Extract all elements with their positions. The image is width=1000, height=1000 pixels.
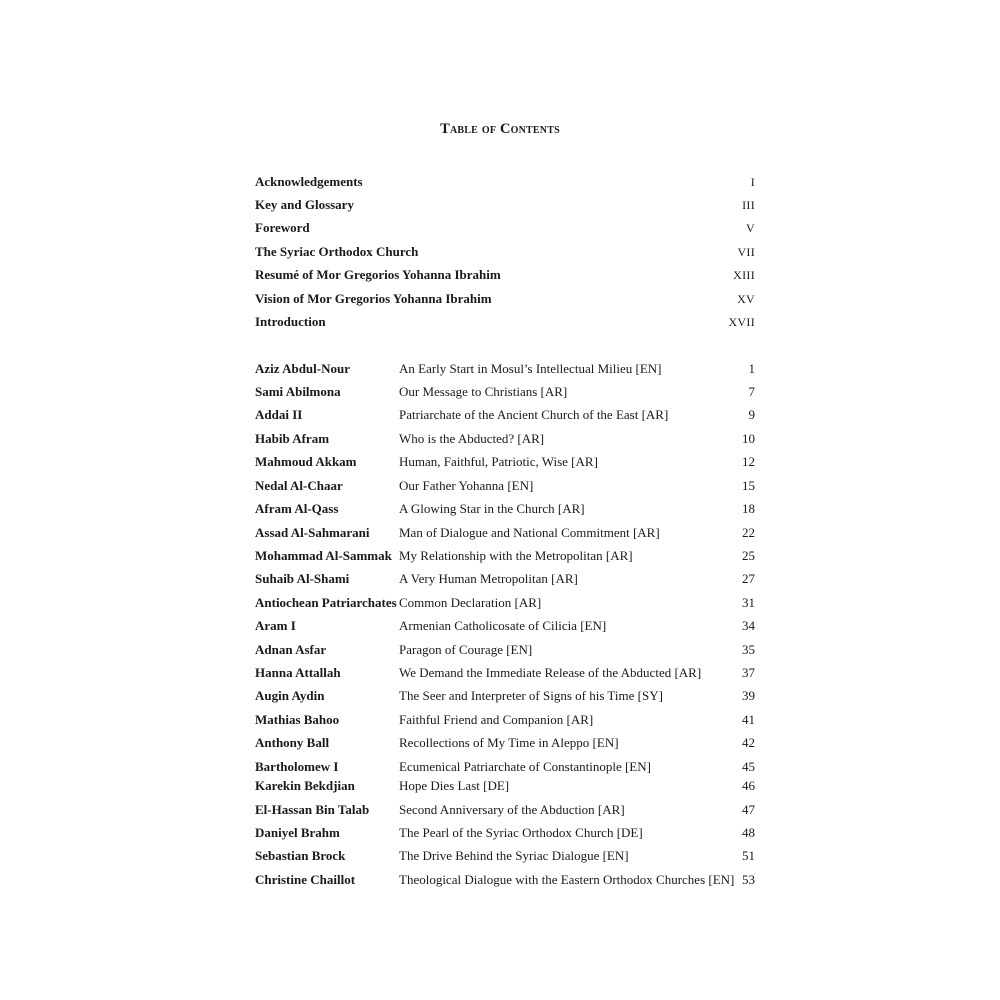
- toc-front-page: I: [750, 175, 755, 189]
- toc-entry-title: Who is the Abducted? [AR]: [399, 431, 545, 446]
- toc-entry-row: [255, 616, 755, 636]
- toc-entry-page: 53: [742, 872, 755, 887]
- toc-entry-author: Addai II: [255, 407, 303, 422]
- toc-entry-page: 39: [742, 688, 755, 703]
- toc-entry-row: [255, 870, 755, 890]
- toc-entry-row: [255, 733, 755, 753]
- toc-entry-row: [255, 686, 755, 706]
- toc-entry-author: Hanna Attallah: [255, 665, 341, 680]
- toc-entry-author: Suhaib Al-Shami: [255, 571, 350, 586]
- toc-entry-page: 42: [742, 735, 755, 750]
- toc-entry-title: A Very Human Metropolitan [AR]: [399, 571, 578, 586]
- toc-entry-page: 7: [748, 384, 755, 399]
- toc-front-row: [255, 218, 755, 238]
- toc-entry-row: [255, 640, 755, 660]
- toc-entry-page: 34: [742, 618, 755, 633]
- toc-entry-author: Antiochean Patriarchates: [255, 595, 397, 610]
- toc-entry-row: [255, 546, 755, 566]
- toc-entry-row: [255, 523, 755, 543]
- toc-entry-page: 27: [742, 571, 755, 586]
- toc-entry-title: Hope Dies Last [DE]: [399, 778, 510, 793]
- toc-front-row: [255, 242, 755, 262]
- toc-front-label: Vision of Mor Gregorios Yohanna Ibrahim: [255, 291, 492, 306]
- toc-entry-author: Sebastian Brock: [255, 848, 346, 863]
- toc-entry-author: Sami Abilmona: [255, 384, 341, 399]
- toc-front-label: Introduction: [255, 314, 326, 329]
- toc-entry-page: 37: [742, 665, 755, 680]
- toc-entry-row: [255, 710, 755, 730]
- toc-front-label: Resumé of Mor Gregorios Yohanna Ibrahim: [255, 267, 501, 282]
- toc-entry-author: Mathias Bahoo: [255, 712, 340, 727]
- toc-entry-author: Adnan Asfar: [255, 642, 327, 657]
- toc-entry-author: Christine Chaillot: [255, 872, 356, 887]
- toc-entry-author: Mahmoud Akkam: [255, 454, 357, 469]
- page-title: Table of Contents: [440, 121, 560, 137]
- toc-front-row: [255, 265, 755, 285]
- toc-entry-row: [255, 569, 755, 589]
- toc-front-page: VII: [737, 245, 755, 259]
- toc-entry-page: 45: [742, 759, 755, 774]
- toc-front-row: [255, 312, 755, 332]
- toc-entry-row: [255, 405, 755, 425]
- toc-front-page: XVII: [728, 315, 755, 329]
- toc-entry-row: [255, 846, 755, 866]
- toc-front-page: III: [742, 198, 755, 212]
- toc-entry-page: 25: [742, 548, 755, 563]
- toc-entry-title: Recollections of My Time in Aleppo [EN]: [399, 735, 619, 750]
- toc-entry-row: [255, 476, 755, 496]
- toc-entry-author: Afram Al-Qass: [255, 501, 339, 516]
- toc-entry-title: Faithful Friend and Companion [AR]: [399, 712, 594, 727]
- toc-front-row: [255, 172, 755, 192]
- toc-entry-title: Armenian Catholicosate of Cilicia [EN]: [399, 618, 607, 633]
- toc-entry-row: [255, 452, 755, 472]
- toc-entry-page: 1: [748, 361, 755, 376]
- toc-entry-title: The Seer and Interpreter of Signs of his Time [SY]: [399, 688, 663, 703]
- toc-entry-page: 10: [742, 431, 755, 446]
- toc-entry-author: Daniyel Brahm: [255, 825, 340, 840]
- toc-entry-author: Aram I: [255, 618, 296, 633]
- toc-entry-page: 46: [742, 778, 755, 793]
- toc-entry-author: El-Hassan Bin Talab: [255, 802, 370, 817]
- toc-entry-author: Nedal Al-Chaar: [255, 478, 343, 493]
- toc-entry-row: [255, 823, 755, 843]
- toc-entry-row: [255, 359, 755, 379]
- toc-entry-row: [255, 757, 755, 777]
- toc-entry-row: [255, 499, 755, 519]
- toc-entry-author: Augin Aydin: [255, 688, 325, 703]
- toc-entry-author: Habib Afram: [255, 431, 330, 446]
- toc-entry-page: 47: [742, 802, 755, 817]
- toc-entry-row: [255, 663, 755, 683]
- toc-entry-title: Our Father Yohanna [EN]: [399, 478, 534, 493]
- toc-entry-title: Man of Dialogue and National Commitment [AR]: [399, 525, 660, 540]
- toc-front-label: The Syriac Orthodox Church: [255, 244, 419, 259]
- toc-entry-row: [255, 800, 755, 820]
- toc-entry-page: 12: [742, 454, 755, 469]
- toc-entry-author: Assad Al-Sahmarani: [255, 525, 370, 540]
- toc-entry-page: 9: [748, 407, 755, 422]
- toc-entry-title: The Drive Behind the Syriac Dialogue [EN]: [399, 848, 629, 863]
- toc-entry-title: Second Anniversary of the Abduction [AR]: [399, 802, 625, 817]
- toc-entry-page: 15: [742, 478, 755, 493]
- toc-entry-title: Paragon of Courage [EN]: [399, 642, 533, 657]
- toc-entry-author: Anthony Ball: [255, 735, 330, 750]
- toc-entry-page: 18: [742, 501, 755, 516]
- toc-entry-title: A Glowing Star in the Church [AR]: [399, 501, 585, 516]
- toc-entry-page: 22: [742, 525, 755, 540]
- toc-entry-row: [255, 776, 755, 796]
- toc-front-page: XIII: [733, 268, 755, 282]
- toc-entry-title: Common Declaration [AR]: [399, 595, 542, 610]
- toc-entry-row: [255, 429, 755, 449]
- toc-entry-title: My Relationship with the Metropolitan [AR]: [399, 548, 633, 563]
- toc-entry-title: Patriarchate of the Ancient Church of the East [AR]: [399, 407, 669, 422]
- toc-entry-author: Mohammad Al-Sammak: [255, 548, 392, 563]
- toc-entry-page: 41: [742, 712, 755, 727]
- toc-entry-author: Aziz Abdul-Nour: [255, 361, 350, 376]
- toc-entry-title: Theological Dialogue with the Eastern Orthodox Churches [EN]: [399, 872, 735, 887]
- toc-front-label: Foreword: [255, 220, 310, 235]
- toc-entry-page: 35: [742, 642, 755, 657]
- toc-entry-title: Ecumenical Patriarchate of Constantinople [EN]: [399, 759, 651, 774]
- toc-entry-page: 31: [742, 595, 755, 610]
- toc-front-label: Key and Glossary: [255, 197, 354, 212]
- toc-front-row: [255, 289, 755, 309]
- toc-entry-author: Karekin Bekdjian: [255, 778, 355, 793]
- toc-front-page: V: [746, 221, 755, 235]
- toc-front-label: Acknowledgements: [255, 174, 363, 189]
- toc-entry-row: [255, 593, 755, 613]
- toc-entry-row: [255, 382, 755, 402]
- toc-entry-title: The Pearl of the Syriac Orthodox Church [DE]: [399, 825, 643, 840]
- toc-entry-title: An Early Start in Mosul’s Intellectual Milieu [EN]: [399, 361, 662, 376]
- toc-entry-title: Our Message to Christians [AR]: [399, 384, 568, 399]
- toc-front-page: XV: [737, 292, 755, 306]
- toc-entry-title: Human, Faithful, Patriotic, Wise [AR]: [399, 454, 598, 469]
- toc-front-row: [255, 195, 755, 215]
- toc-entry-page: 48: [742, 825, 755, 840]
- toc-entry-page: 51: [742, 848, 755, 863]
- toc-entry-title: We Demand the Immediate Release of the Abducted [AR]: [399, 665, 702, 680]
- toc-entry-author: Bartholomew I: [255, 759, 339, 774]
